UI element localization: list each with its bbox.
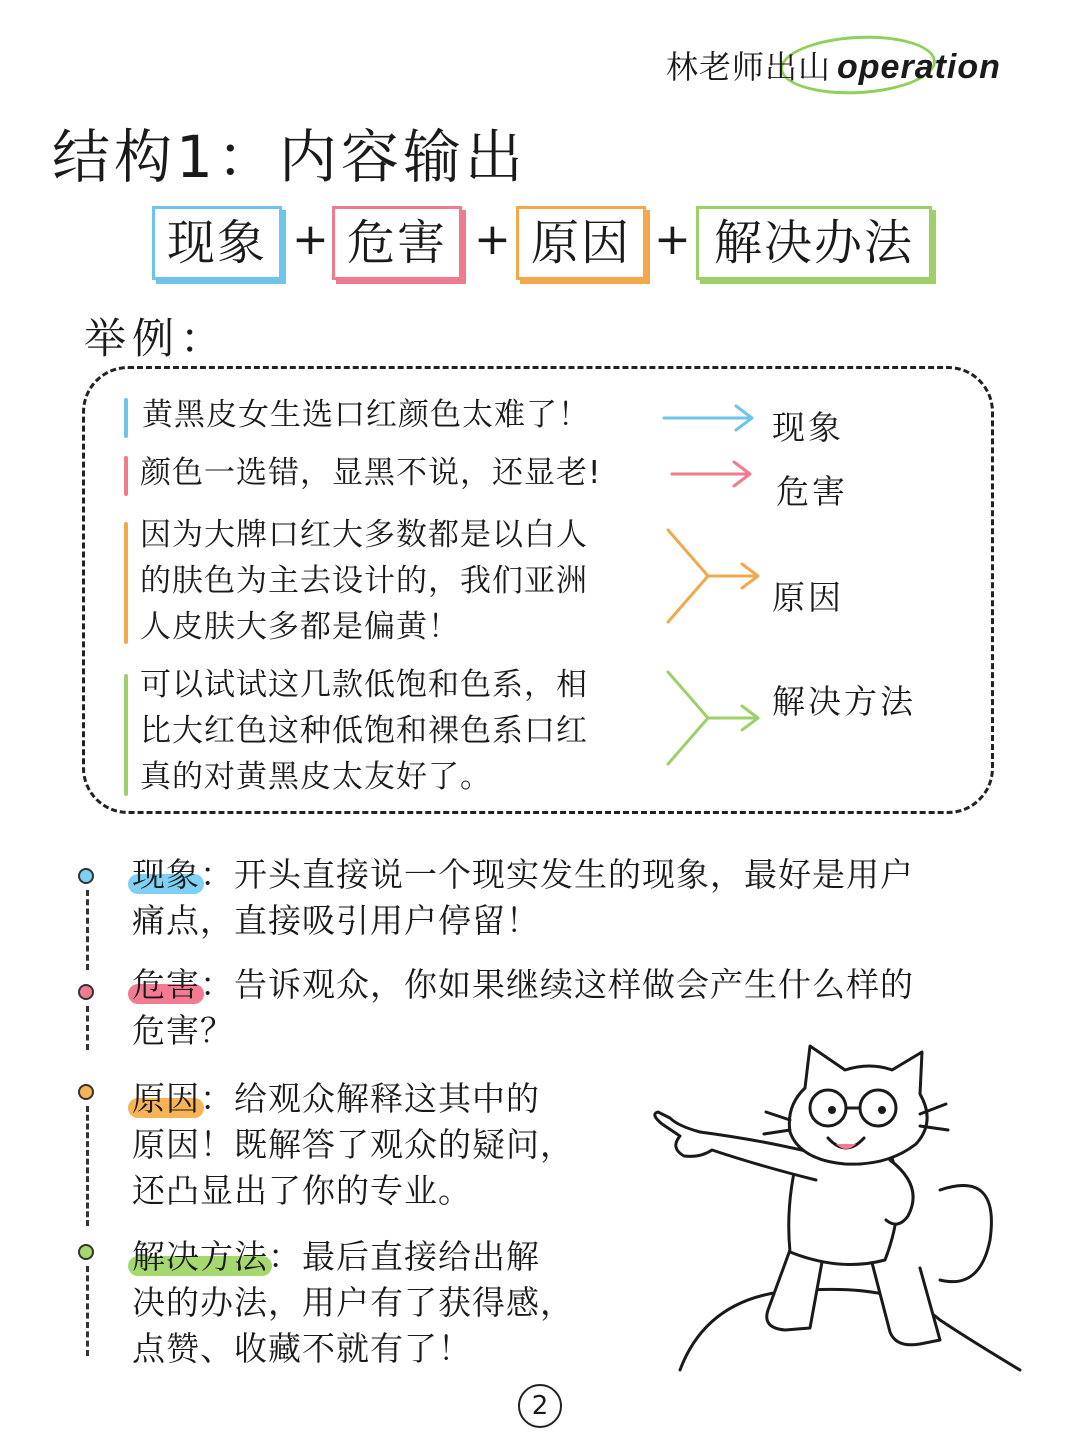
row-bar-blue [124,398,128,438]
tag-solution: 解决方法 [772,682,916,721]
formula-box-cause: 原因 [516,206,646,280]
brand-name: 林老师出山 [666,48,832,86]
example-row-solution: 可以试试这几款低饱和色系，相 比大红色这种低饱和裸色系口红 真的对黄黑皮太友好了。 [140,667,588,795]
plus-sign: + [654,214,691,265]
term-phenomenon: 现象 [132,852,200,898]
bullet-dot-green [78,1244,94,1260]
formula-box-phenomenon: 现象 [152,206,282,280]
example-label: 举例： [84,314,229,363]
arrow-icon [668,456,758,492]
plus-sign: + [474,214,511,265]
formula-box-harm: 危害 [332,206,462,280]
timeline-dash [86,1006,89,1050]
explain-harm: 危害：告诉观众，你如果继续这样做会产生什么样的 危害？ [132,962,914,1054]
bracket-arrow-icon [664,526,764,626]
tag-harm: 危害 [776,472,848,511]
brand-operation: operation [837,48,1001,86]
timeline-dash [86,1106,89,1226]
timeline-dash [86,890,89,970]
pointing-cat-illustration [640,1040,1040,1380]
example-row-harm: 颜色一选错，显黑不说，还显老! [140,455,602,491]
term-solution: 解决方法 [132,1234,268,1280]
bullet-dot-orange [78,1084,94,1100]
bracket-arrow-icon [664,668,764,768]
explain-cause: 原因：给观众解释这其中的 原因！既解答了观众的疑问， 还凸显出了你的专业。 [132,1076,574,1214]
explain-solution: 解决方法：最后直接给出解 决的办法，用户有了获得感， 点赞、收藏不就有了！ [132,1234,574,1372]
page-title: 结构1：内容输出 [52,123,527,191]
example-row-phenomenon: 黄黑皮女生选口红颜色太难了！ [142,397,590,433]
timeline-dash [86,1266,89,1356]
brand [666,42,1001,88]
tag-phenomenon: 现象 [772,408,844,447]
example-row-cause: 因为大牌口红大多数都是以白人 的肤色为主去设计的，我们亚洲 人皮肤大多都是偏黄！ [140,517,588,645]
term-harm: 危害 [132,962,200,1008]
formula-box-solution: 解决办法 [696,206,932,280]
arrow-icon [660,400,760,436]
row-bar-orange [124,522,128,644]
row-bar-red [124,456,128,496]
plus-sign: + [292,214,329,265]
explain-phenomenon: 现象：开头直接说一个现实发生的现象，最好是用户 痛点，直接吸引用户停留！ [132,852,914,944]
bullet-dot-red [78,984,94,1000]
tag-cause: 原因 [772,578,844,617]
term-cause: 原因 [132,1076,200,1122]
bullet-dot-blue [78,868,94,884]
row-bar-green [124,674,128,796]
page-number: 2 [518,1384,562,1428]
